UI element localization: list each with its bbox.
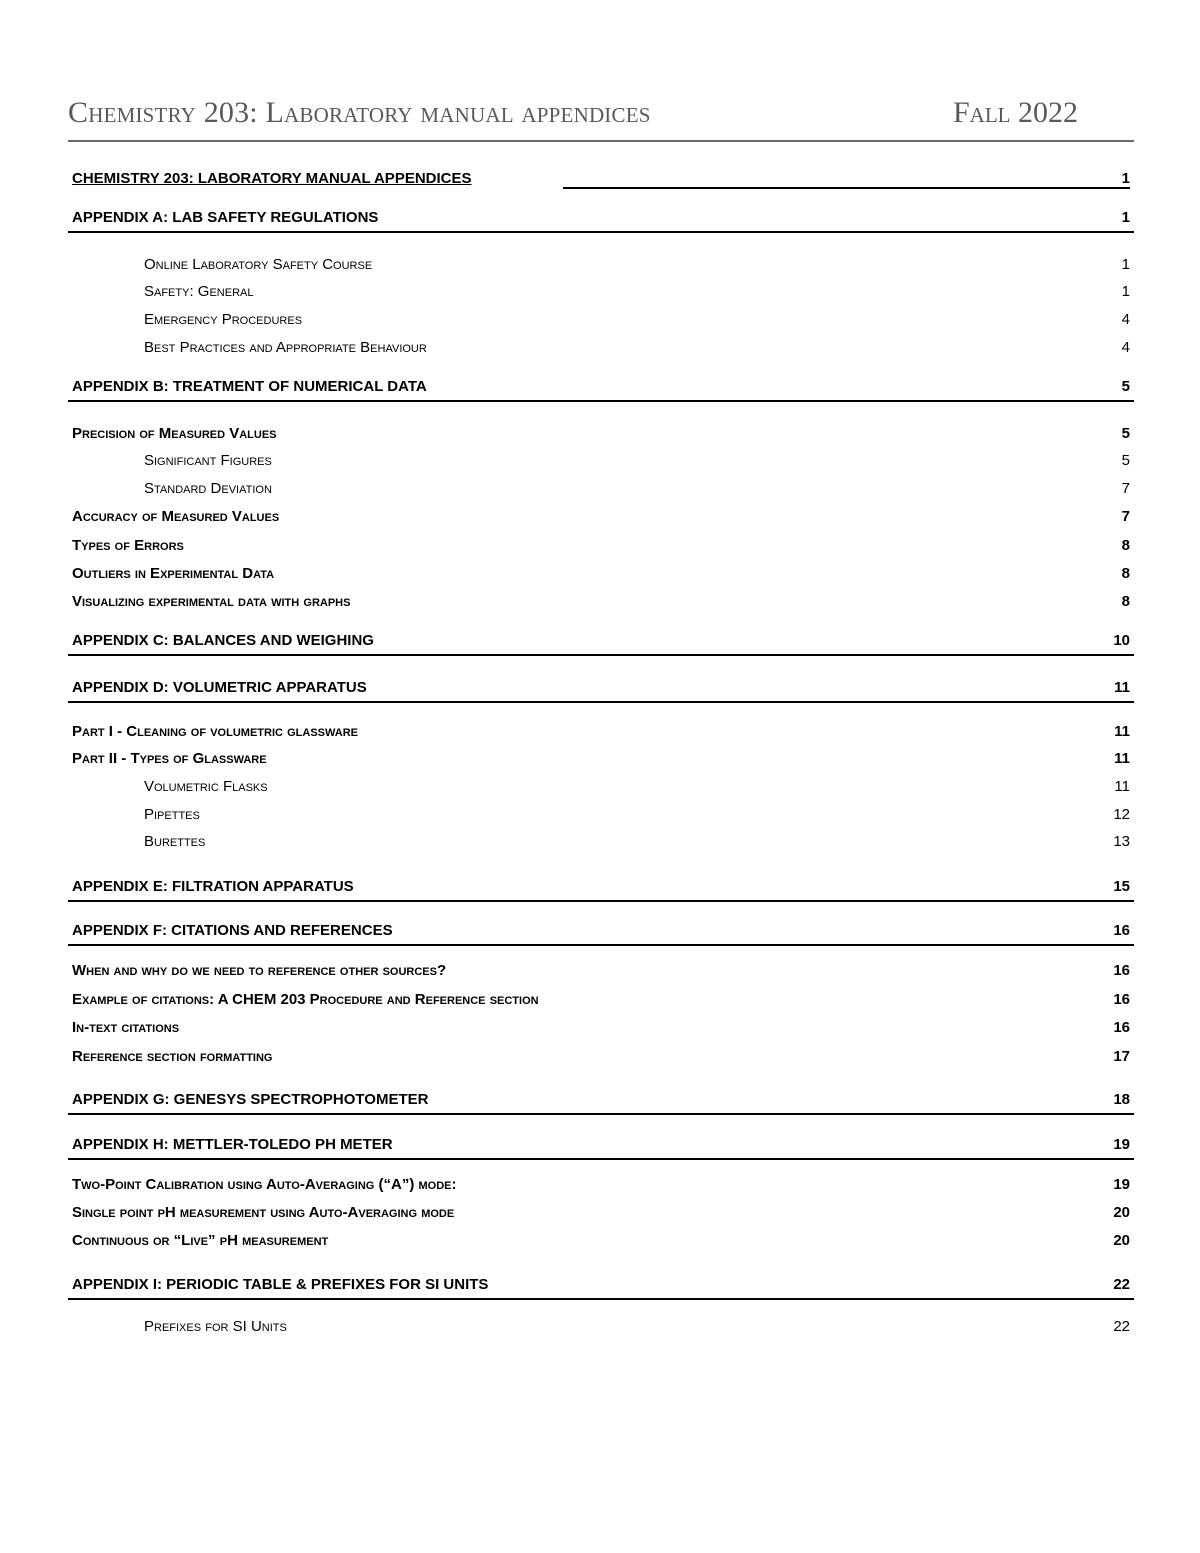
toc-entry-label: APPENDIX H: METTLER-TOLEDO PH METER — [72, 1136, 393, 1153]
toc-entry[interactable] — [72, 537, 1130, 559]
toc-entry[interactable] — [72, 991, 1130, 1013]
toc-entry-page: 19 — [1113, 1136, 1130, 1153]
toc-entry[interactable] — [72, 1091, 1130, 1113]
toc-entry-label: APPENDIX F: CITATIONS AND REFERENCES — [72, 922, 393, 939]
toc-entry-page: 4 — [1121, 311, 1130, 328]
toc-entry-label: In-text citations — [72, 1019, 180, 1036]
toc-entry-label: APPENDIX G: GENESYS SPECTROPHOTOMETER — [72, 1091, 429, 1108]
document-title: Chemistry 203: Laboratory manual appendices — [68, 96, 651, 129]
toc-entry-label: Pipettes — [144, 806, 200, 823]
toc-entry-page: 20 — [1113, 1204, 1130, 1221]
toc-entry[interactable] — [72, 508, 1130, 530]
toc-entry-label: Part II - Types of Glassware — [72, 750, 267, 767]
toc-entry[interactable] — [72, 1232, 1130, 1254]
toc-entry[interactable] — [72, 1136, 1130, 1158]
toc-entry[interactable] — [72, 723, 1130, 745]
toc-entry-page: 4 — [1121, 339, 1130, 356]
toc-entry[interactable] — [72, 778, 1130, 800]
toc-entry-page: 1 — [1121, 170, 1130, 187]
toc-entry[interactable] — [72, 833, 1130, 855]
toc-entry[interactable] — [72, 593, 1130, 615]
toc-entry[interactable] — [72, 170, 1130, 192]
toc-entry-page: 10 — [1113, 632, 1130, 649]
toc-entry-label: Precision of Measured Values — [72, 425, 277, 442]
document-term: Fall 2022 — [952, 96, 1078, 129]
toc-entry-label: APPENDIX D: VOLUMETRIC APPARATUS — [72, 679, 367, 696]
toc-entry-page: 5 — [1121, 452, 1130, 469]
toc-entry[interactable] — [72, 283, 1130, 305]
toc-entry-label: Prefixes for SI Units — [144, 1318, 287, 1335]
toc-entry-label: Safety: General — [144, 283, 254, 300]
toc-entry-label: When and why do we need to reference other sources? — [72, 962, 447, 979]
toc-entry[interactable] — [72, 339, 1130, 361]
toc-entry[interactable] — [72, 480, 1130, 502]
toc-entry[interactable] — [72, 311, 1130, 333]
toc-entry-page: 11 — [1114, 778, 1130, 795]
toc-entry-page: 11 — [1114, 750, 1130, 767]
toc-entry-page: 16 — [1113, 1019, 1130, 1036]
toc-entry[interactable] — [72, 806, 1130, 828]
toc-entry-page: 8 — [1121, 565, 1130, 582]
toc-entry-page: 11 — [1114, 679, 1130, 696]
toc-entry-label: Best Practices and Appropriate Behaviour — [144, 339, 427, 356]
toc-entry-page: 13 — [1113, 833, 1130, 850]
toc-entry-label: Emergency Procedures — [144, 311, 303, 328]
toc-entry-label: Standard Deviation — [144, 480, 272, 497]
toc-entry-page: 12 — [1113, 806, 1130, 823]
toc-entry-page: 7 — [1121, 480, 1130, 497]
toc-entry-page: 1 — [1121, 256, 1130, 273]
toc-entry-label: APPENDIX C: BALANCES AND WEIGHING — [72, 632, 374, 649]
toc-entry-page: 22 — [1113, 1318, 1130, 1335]
toc-entry[interactable] — [72, 452, 1130, 474]
toc-entry[interactable] — [72, 378, 1130, 400]
toc-entry[interactable] — [72, 922, 1130, 944]
toc-entry[interactable] — [72, 750, 1130, 772]
toc-entry-page: 7 — [1121, 508, 1130, 525]
page-header — [68, 96, 1134, 142]
toc-entry[interactable] — [72, 1318, 1130, 1340]
toc-entry-label: Accuracy of Measured Values — [72, 508, 280, 525]
toc-entry-page: 15 — [1113, 878, 1130, 895]
toc-entry-label: Continuous or “Live” pH measurement — [72, 1232, 329, 1249]
toc-entry-label: Outliers in Experimental Data — [72, 565, 275, 582]
toc-entry[interactable] — [72, 1048, 1130, 1070]
toc-entry[interactable] — [72, 962, 1130, 984]
toc-entry[interactable] — [72, 565, 1130, 587]
toc-entry-label: APPENDIX B: TREATMENT OF NUMERICAL DATA — [72, 378, 427, 395]
toc-entry[interactable] — [72, 425, 1130, 447]
toc-entry-page: 5 — [1121, 378, 1130, 395]
toc-entry[interactable] — [72, 878, 1130, 900]
toc-entry-label: Types of Errors — [72, 537, 184, 554]
toc-entry-label: APPENDIX E: FILTRATION APPARATUS — [72, 878, 354, 895]
toc-entry-label: Single point pH measurement using Auto-Averaging mode — [72, 1204, 455, 1221]
toc-entry[interactable] — [72, 1019, 1130, 1041]
toc-entry[interactable] — [72, 1176, 1130, 1198]
toc-entry-label: Example of citations: A CHEM 203 Procedure and Reference section — [72, 991, 539, 1008]
toc-entry-label: Two-Point Calibration using Auto-Averaging (“A”) mode: — [72, 1176, 457, 1193]
toc-entry-label: APPENDIX A: LAB SAFETY REGULATIONS — [72, 209, 379, 226]
toc-entry-label: Part I - Cleaning of volumetric glassware — [72, 723, 358, 740]
toc-entry-label: Online Laboratory Safety Course — [144, 256, 373, 273]
toc-entry-page: 8 — [1121, 593, 1130, 610]
toc-entry[interactable] — [72, 209, 1130, 231]
toc-entry-label: Reference section formatting — [72, 1048, 273, 1065]
toc-entry-page: 1 — [1121, 209, 1130, 226]
toc-entry-page: 22 — [1113, 1276, 1130, 1293]
toc-entry-page: 8 — [1121, 537, 1130, 554]
toc-entry-label: Volumetric Flasks — [144, 778, 268, 795]
toc-entry[interactable] — [72, 1276, 1130, 1298]
toc-entry-page: 20 — [1113, 1232, 1130, 1249]
toc-entry-page: 1 — [1121, 283, 1130, 300]
toc-entry[interactable] — [72, 1204, 1130, 1226]
toc-entry-label: Burettes — [144, 833, 206, 850]
toc-entry-label: CHEMISTRY 203: LABORATORY MANUAL APPENDICES — [72, 170, 472, 187]
toc-entry-label: Visualizing experimental data with graphs — [72, 593, 351, 610]
toc-entry-page: 17 — [1113, 1048, 1130, 1065]
toc-entry-label: Significant Figures — [144, 452, 272, 469]
toc-entry[interactable] — [72, 679, 1130, 701]
toc-entry-page: 18 — [1113, 1091, 1130, 1108]
toc-entry-page: 11 — [1114, 723, 1130, 740]
toc-entry[interactable] — [72, 632, 1130, 654]
toc-entry[interactable] — [72, 256, 1130, 278]
toc-entry-page: 16 — [1113, 962, 1130, 979]
toc-entry-page: 19 — [1113, 1176, 1130, 1193]
toc-entry-page: 5 — [1121, 425, 1130, 442]
toc-entry-page: 16 — [1113, 991, 1130, 1008]
toc-entry-page: 16 — [1113, 922, 1130, 939]
toc-entry-label: APPENDIX I: PERIODIC TABLE & PREFIXES FOR SI UNITS — [72, 1276, 489, 1293]
